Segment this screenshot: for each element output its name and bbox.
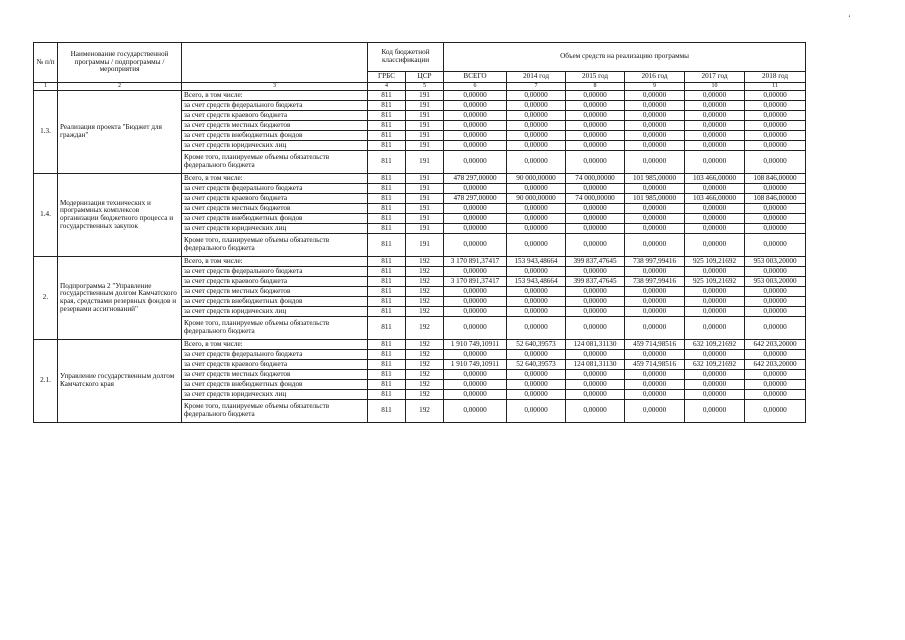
funding-source-label: за счет средств внебюджетных фондов — [182, 297, 368, 307]
amount-cell: 124 081,31130 — [566, 360, 625, 370]
amount-cell: 0,00000 — [685, 111, 745, 121]
amount-cell: 399 837,47645 — [566, 277, 625, 287]
grbs-code: 811 — [368, 267, 406, 277]
amount-cell: 0,00000 — [566, 350, 625, 360]
csr-code: 192 — [406, 267, 444, 277]
grbs-code: 811 — [368, 400, 406, 423]
amount-cell: 0,00000 — [566, 267, 625, 277]
funding-source-label: Кроме того, планируемые объемы обязательств федерального бюджета — [182, 151, 368, 174]
amount-cell: 0,00000 — [745, 370, 806, 380]
amount-cell: 0,00000 — [745, 307, 806, 317]
funding-source-label: за счет средств местных бюджетов — [182, 121, 368, 131]
header-name: Наименование государственной программы / подпрограммы / мероприятия — [58, 43, 182, 83]
amount-cell: 0,00000 — [444, 234, 507, 257]
amount-cell: 0,00000 — [685, 184, 745, 194]
csr-code: 192 — [406, 340, 444, 350]
funding-source-label: за счет средств местных бюджетов — [182, 370, 368, 380]
grbs-code: 811 — [368, 111, 406, 121]
colnum: 2 — [58, 83, 182, 91]
grbs-code: 811 — [368, 214, 406, 224]
amount-cell: 0,00000 — [745, 297, 806, 307]
amount-cell: 632 109,21692 — [685, 360, 745, 370]
funding-source-label: за счет средств внебюджетных фондов — [182, 131, 368, 141]
measure-name: Управление государственным долгом Камчатского края — [58, 340, 182, 423]
amount-cell: 642 203,20000 — [745, 360, 806, 370]
amount-cell: 0,00000 — [507, 91, 566, 101]
amount-cell: 0,00000 — [566, 317, 625, 340]
amount-cell: 0,00000 — [444, 267, 507, 277]
csr-code: 192 — [406, 390, 444, 400]
amount-cell: 0,00000 — [566, 400, 625, 423]
csr-code: 192 — [406, 287, 444, 297]
amount-cell: 0,00000 — [444, 317, 507, 340]
grbs-code: 811 — [368, 151, 406, 174]
amount-cell: 153 943,48664 — [507, 277, 566, 287]
colnum: 6 — [444, 83, 507, 91]
grbs-code: 811 — [368, 257, 406, 267]
amount-cell: 0,00000 — [685, 380, 745, 390]
amount-cell: 108 846,00000 — [745, 174, 806, 184]
amount-cell: 0,00000 — [625, 131, 685, 141]
amount-cell: 0,00000 — [745, 184, 806, 194]
amount-cell: 108 846,00000 — [745, 194, 806, 204]
amount-cell: 953 003,20000 — [745, 257, 806, 267]
amount-cell: 0,00000 — [507, 234, 566, 257]
header-year-2017: 2017 год — [685, 72, 745, 83]
amount-cell: 0,00000 — [444, 287, 507, 297]
amount-cell: 0,00000 — [507, 214, 566, 224]
amount-cell: 459 714,98516 — [625, 340, 685, 350]
amount-cell: 0,00000 — [685, 267, 745, 277]
csr-code: 191 — [406, 184, 444, 194]
amount-cell: 0,00000 — [566, 151, 625, 174]
amount-cell: 925 109,21692 — [685, 277, 745, 287]
corner-mark: ‘ — [848, 13, 851, 23]
amount-cell: 0,00000 — [566, 141, 625, 151]
funding-source-label: Кроме того, планируемые объемы обязательств федерального бюджета — [182, 400, 368, 423]
funding-source-label: за счет средств краевого бюджета — [182, 277, 368, 287]
csr-code: 191 — [406, 91, 444, 101]
csr-code: 192 — [406, 350, 444, 360]
csr-code: 191 — [406, 101, 444, 111]
amount-cell: 0,00000 — [685, 350, 745, 360]
amount-cell: 0,00000 — [444, 370, 507, 380]
amount-cell: 0,00000 — [745, 224, 806, 234]
amount-cell: 0,00000 — [507, 350, 566, 360]
amount-cell: 925 109,21692 — [685, 257, 745, 267]
amount-cell: 0,00000 — [566, 297, 625, 307]
grbs-code: 811 — [368, 390, 406, 400]
amount-cell: 0,00000 — [444, 214, 507, 224]
amount-cell: 0,00000 — [625, 380, 685, 390]
amount-cell: 0,00000 — [625, 400, 685, 423]
amount-cell: 0,00000 — [444, 400, 507, 423]
amount-cell: 0,00000 — [566, 111, 625, 121]
csr-code: 191 — [406, 131, 444, 141]
amount-cell: 0,00000 — [745, 91, 806, 101]
amount-cell: 0,00000 — [625, 287, 685, 297]
grbs-code: 811 — [368, 194, 406, 204]
amount-cell: 90 000,00000 — [507, 194, 566, 204]
amount-cell: 0,00000 — [625, 224, 685, 234]
measure-name: Подпрограмма 2 "Управление государственным долгом Камчатского края, средствами резервных фондов и резервами ассигнований" — [58, 257, 182, 340]
amount-cell: 0,00000 — [745, 111, 806, 121]
amount-cell: 0,00000 — [444, 131, 507, 141]
column-number-row — [34, 83, 806, 91]
header-year-total: ВСЕГО — [444, 72, 507, 83]
csr-code: 192 — [406, 257, 444, 267]
amount-cell: 0,00000 — [625, 91, 685, 101]
row-number: 1.3. — [34, 91, 58, 174]
amount-cell: 0,00000 — [745, 267, 806, 277]
amount-cell: 0,00000 — [444, 297, 507, 307]
amount-cell: 0,00000 — [685, 287, 745, 297]
row-number: 2.1. — [34, 340, 58, 423]
row-number: 1.4. — [34, 174, 58, 257]
amount-cell: 0,00000 — [444, 121, 507, 131]
amount-cell: 0,00000 — [566, 380, 625, 390]
amount-cell: 0,00000 — [685, 151, 745, 174]
funding-source-label: за счет средств юридических лиц — [182, 307, 368, 317]
amount-cell: 0,00000 — [566, 307, 625, 317]
amount-cell: 1 910 749,10911 — [444, 360, 507, 370]
amount-cell: 0,00000 — [566, 184, 625, 194]
amount-cell: 0,00000 — [685, 121, 745, 131]
amount-cell: 0,00000 — [745, 131, 806, 141]
header-num: № п/п — [34, 43, 58, 83]
csr-code: 192 — [406, 317, 444, 340]
grbs-code: 811 — [368, 350, 406, 360]
colnum: 5 — [406, 83, 444, 91]
row-number: 2. — [34, 257, 58, 340]
amount-cell: 0,00000 — [507, 400, 566, 423]
amount-cell: 0,00000 — [507, 297, 566, 307]
amount-cell: 0,00000 — [625, 307, 685, 317]
amount-cell: 74 000,00000 — [566, 174, 625, 184]
csr-code: 192 — [406, 360, 444, 370]
amount-cell: 0,00000 — [566, 214, 625, 224]
amount-cell: 3 170 891,37417 — [444, 257, 507, 267]
amount-cell: 0,00000 — [507, 390, 566, 400]
csr-code: 191 — [406, 121, 444, 131]
amount-cell: 0,00000 — [745, 101, 806, 111]
amount-cell: 0,00000 — [685, 224, 745, 234]
amount-cell: 0,00000 — [444, 111, 507, 121]
amount-cell: 0,00000 — [745, 141, 806, 151]
amount-cell: 0,00000 — [625, 350, 685, 360]
grbs-code: 811 — [368, 141, 406, 151]
csr-code: 192 — [406, 277, 444, 287]
colnum: 1 — [34, 83, 58, 91]
amount-cell: 459 714,98516 — [625, 360, 685, 370]
amount-cell: 0,00000 — [745, 121, 806, 131]
amount-cell: 0,00000 — [566, 287, 625, 297]
amount-cell: 0,00000 — [444, 380, 507, 390]
measure-name: Модернизация технических и программных комплексов организации бюджетного процесса и государственных закупок — [58, 174, 182, 257]
grbs-code: 811 — [368, 297, 406, 307]
amount-cell: 738 997,99416 — [625, 257, 685, 267]
amount-cell: 0,00000 — [625, 267, 685, 277]
grbs-code: 811 — [368, 287, 406, 297]
amount-cell: 101 985,00000 — [625, 194, 685, 204]
amount-cell: 0,00000 — [685, 91, 745, 101]
amount-cell: 0,00000 — [566, 204, 625, 214]
funding-source-label: за счет средств местных бюджетов — [182, 204, 368, 214]
amount-cell: 0,00000 — [444, 224, 507, 234]
funding-source-label: за счет средств федерального бюджета — [182, 184, 368, 194]
amount-cell: 0,00000 — [625, 234, 685, 257]
amount-cell: 52 640,39573 — [507, 360, 566, 370]
csr-code: 192 — [406, 400, 444, 423]
amount-cell: 478 297,00000 — [444, 194, 507, 204]
colnum: 4 — [368, 83, 406, 91]
amount-cell: 0,00000 — [685, 101, 745, 111]
csr-code: 191 — [406, 111, 444, 121]
amount-cell: 101 985,00000 — [625, 174, 685, 184]
csr-code: 192 — [406, 307, 444, 317]
amount-cell: 0,00000 — [625, 101, 685, 111]
amount-cell: 0,00000 — [507, 151, 566, 174]
amount-cell: 0,00000 — [625, 121, 685, 131]
amount-cell: 0,00000 — [745, 214, 806, 224]
csr-code: 192 — [406, 380, 444, 390]
table-row — [34, 91, 806, 101]
amount-cell: 0,00000 — [566, 224, 625, 234]
csr-code: 191 — [406, 234, 444, 257]
funding-source-label: Всего, в том числе: — [182, 257, 368, 267]
amount-cell: 399 837,47645 — [566, 257, 625, 267]
measure-name: Реализация проекта "Бюджет для граждан" — [58, 91, 182, 174]
amount-cell: 0,00000 — [685, 307, 745, 317]
header-year-2018: 2018 год — [745, 72, 806, 83]
amount-cell: 0,00000 — [625, 151, 685, 174]
amount-cell: 642 203,20000 — [745, 340, 806, 350]
amount-cell: 0,00000 — [625, 317, 685, 340]
funding-source-label: за счет средств юридических лиц — [182, 390, 368, 400]
amount-cell: 0,00000 — [507, 101, 566, 111]
header-volume: Объем средств на реализацию программы — [444, 43, 806, 72]
amount-cell: 0,00000 — [625, 204, 685, 214]
amount-cell: 0,00000 — [507, 204, 566, 214]
funding-source-label: за счет средств внебюджетных фондов — [182, 380, 368, 390]
amount-cell: 0,00000 — [685, 234, 745, 257]
grbs-code: 811 — [368, 307, 406, 317]
amount-cell: 0,00000 — [444, 204, 507, 214]
amount-cell: 0,00000 — [685, 131, 745, 141]
csr-code: 191 — [406, 194, 444, 204]
amount-cell: 0,00000 — [745, 390, 806, 400]
header-year-2015: 2015 год — [566, 72, 625, 83]
colnum: 10 — [685, 83, 745, 91]
funding-source-label: Кроме того, планируемые объемы обязательств федерального бюджета — [182, 234, 368, 257]
funding-source-label: Кроме того, планируемые объемы обязательств федерального бюджета — [182, 317, 368, 340]
amount-cell: 0,00000 — [745, 380, 806, 390]
amount-cell: 0,00000 — [507, 380, 566, 390]
amount-cell: 0,00000 — [745, 151, 806, 174]
amount-cell: 103 466,00000 — [685, 194, 745, 204]
budget-table-page — [33, 42, 805, 423]
amount-cell: 0,00000 — [625, 111, 685, 121]
colnum: 7 — [507, 83, 566, 91]
amount-cell: 90 000,00000 — [507, 174, 566, 184]
amount-cell: 0,00000 — [507, 267, 566, 277]
amount-cell: 0,00000 — [625, 370, 685, 380]
grbs-code: 811 — [368, 91, 406, 101]
funding-source-label: за счет средств внебюджетных фондов — [182, 214, 368, 224]
amount-cell: 0,00000 — [566, 91, 625, 101]
grbs-code: 811 — [368, 224, 406, 234]
budget-table — [33, 42, 806, 423]
amount-cell: 0,00000 — [444, 350, 507, 360]
amount-cell: 0,00000 — [566, 101, 625, 111]
csr-code: 191 — [406, 151, 444, 174]
amount-cell: 0,00000 — [507, 370, 566, 380]
csr-code: 191 — [406, 204, 444, 214]
amount-cell: 0,00000 — [507, 317, 566, 340]
amount-cell: 0,00000 — [625, 214, 685, 224]
colnum: 3 — [182, 83, 368, 91]
amount-cell: 74 000,00000 — [566, 194, 625, 204]
amount-cell: 0,00000 — [685, 141, 745, 151]
colnum: 11 — [745, 83, 806, 91]
amount-cell: 0,00000 — [507, 287, 566, 297]
header-year-2014: 2014 год — [507, 72, 566, 83]
amount-cell: 0,00000 — [685, 204, 745, 214]
amount-cell: 0,00000 — [444, 151, 507, 174]
header-csr: ЦСР — [406, 72, 444, 83]
grbs-code: 811 — [368, 277, 406, 287]
csr-code: 192 — [406, 370, 444, 380]
amount-cell: 0,00000 — [745, 317, 806, 340]
grbs-code: 811 — [368, 204, 406, 214]
grbs-code: 811 — [368, 340, 406, 350]
amount-cell: 124 081,31130 — [566, 340, 625, 350]
amount-cell: 632 109,21692 — [685, 340, 745, 350]
funding-source-label: за счет средств краевого бюджета — [182, 194, 368, 204]
header-row-1 — [34, 43, 806, 72]
amount-cell: 0,00000 — [625, 390, 685, 400]
amount-cell: 0,00000 — [444, 184, 507, 194]
amount-cell: 953 003,20000 — [745, 277, 806, 287]
funding-source-label: Всего, в том числе: — [182, 340, 368, 350]
funding-source-label: за счет средств юридических лиц — [182, 224, 368, 234]
amount-cell: 0,00000 — [566, 234, 625, 257]
csr-code: 191 — [406, 224, 444, 234]
amount-cell: 0,00000 — [444, 390, 507, 400]
csr-code: 191 — [406, 174, 444, 184]
amount-cell: 0,00000 — [566, 131, 625, 141]
funding-source-label: Всего, в том числе: — [182, 91, 368, 101]
amount-cell: 0,00000 — [566, 121, 625, 131]
amount-cell: 1 910 749,10911 — [444, 340, 507, 350]
header-code: Код бюджетной классификации — [368, 43, 444, 72]
table-row — [34, 257, 806, 267]
header-blank — [182, 43, 368, 83]
colnum: 9 — [625, 83, 685, 91]
amount-cell: 153 943,48664 — [507, 257, 566, 267]
amount-cell: 0,00000 — [507, 184, 566, 194]
amount-cell: 0,00000 — [507, 224, 566, 234]
grbs-code: 811 — [368, 121, 406, 131]
amount-cell: 0,00000 — [625, 297, 685, 307]
grbs-code: 811 — [368, 234, 406, 257]
amount-cell: 0,00000 — [507, 307, 566, 317]
funding-source-label: за счет средств местных бюджетов — [182, 287, 368, 297]
funding-source-label: за счет средств краевого бюджета — [182, 360, 368, 370]
amount-cell: 3 170 891,37417 — [444, 277, 507, 287]
csr-code: 192 — [406, 297, 444, 307]
amount-cell: 0,00000 — [507, 131, 566, 141]
funding-source-label: за счет средств федерального бюджета — [182, 101, 368, 111]
amount-cell: 0,00000 — [566, 390, 625, 400]
amount-cell: 52 640,39573 — [507, 340, 566, 350]
grbs-code: 811 — [368, 317, 406, 340]
table-row — [34, 340, 806, 350]
amount-cell: 478 297,00000 — [444, 174, 507, 184]
amount-cell: 0,00000 — [685, 370, 745, 380]
amount-cell: 0,00000 — [685, 390, 745, 400]
table-row — [34, 174, 806, 184]
amount-cell: 0,00000 — [444, 141, 507, 151]
amount-cell: 0,00000 — [566, 370, 625, 380]
amount-cell: 0,00000 — [685, 317, 745, 340]
amount-cell: 0,00000 — [444, 91, 507, 101]
colnum: 8 — [566, 83, 625, 91]
grbs-code: 811 — [368, 184, 406, 194]
amount-cell: 0,00000 — [507, 111, 566, 121]
grbs-code: 811 — [368, 131, 406, 141]
header-year-2016: 2016 год — [625, 72, 685, 83]
funding-source-label: за счет средств федерального бюджета — [182, 267, 368, 277]
amount-cell: 0,00000 — [685, 297, 745, 307]
amount-cell: 0,00000 — [625, 184, 685, 194]
amount-cell: 0,00000 — [444, 101, 507, 111]
amount-cell: 0,00000 — [507, 141, 566, 151]
funding-source-label: за счет средств федерального бюджета — [182, 350, 368, 360]
amount-cell: 0,00000 — [444, 307, 507, 317]
amount-cell: 0,00000 — [507, 121, 566, 131]
amount-cell: 0,00000 — [625, 141, 685, 151]
funding-source-label: за счет средств юридических лиц — [182, 141, 368, 151]
amount-cell: 0,00000 — [745, 234, 806, 257]
grbs-code: 811 — [368, 370, 406, 380]
csr-code: 191 — [406, 141, 444, 151]
amount-cell: 0,00000 — [745, 287, 806, 297]
funding-source-label: Всего, в том числе: — [182, 174, 368, 184]
funding-source-label: за счет средств краевого бюджета — [182, 111, 368, 121]
grbs-code: 811 — [368, 101, 406, 111]
grbs-code: 811 — [368, 360, 406, 370]
amount-cell: 0,00000 — [745, 400, 806, 423]
grbs-code: 811 — [368, 174, 406, 184]
amount-cell: 0,00000 — [745, 204, 806, 214]
header-grbs: ГРБС — [368, 72, 406, 83]
csr-code: 191 — [406, 214, 444, 224]
amount-cell: 738 997,99416 — [625, 277, 685, 287]
amount-cell: 0,00000 — [685, 214, 745, 224]
amount-cell: 0,00000 — [745, 350, 806, 360]
amount-cell: 0,00000 — [685, 400, 745, 423]
grbs-code: 811 — [368, 380, 406, 390]
amount-cell: 103 466,00000 — [685, 174, 745, 184]
